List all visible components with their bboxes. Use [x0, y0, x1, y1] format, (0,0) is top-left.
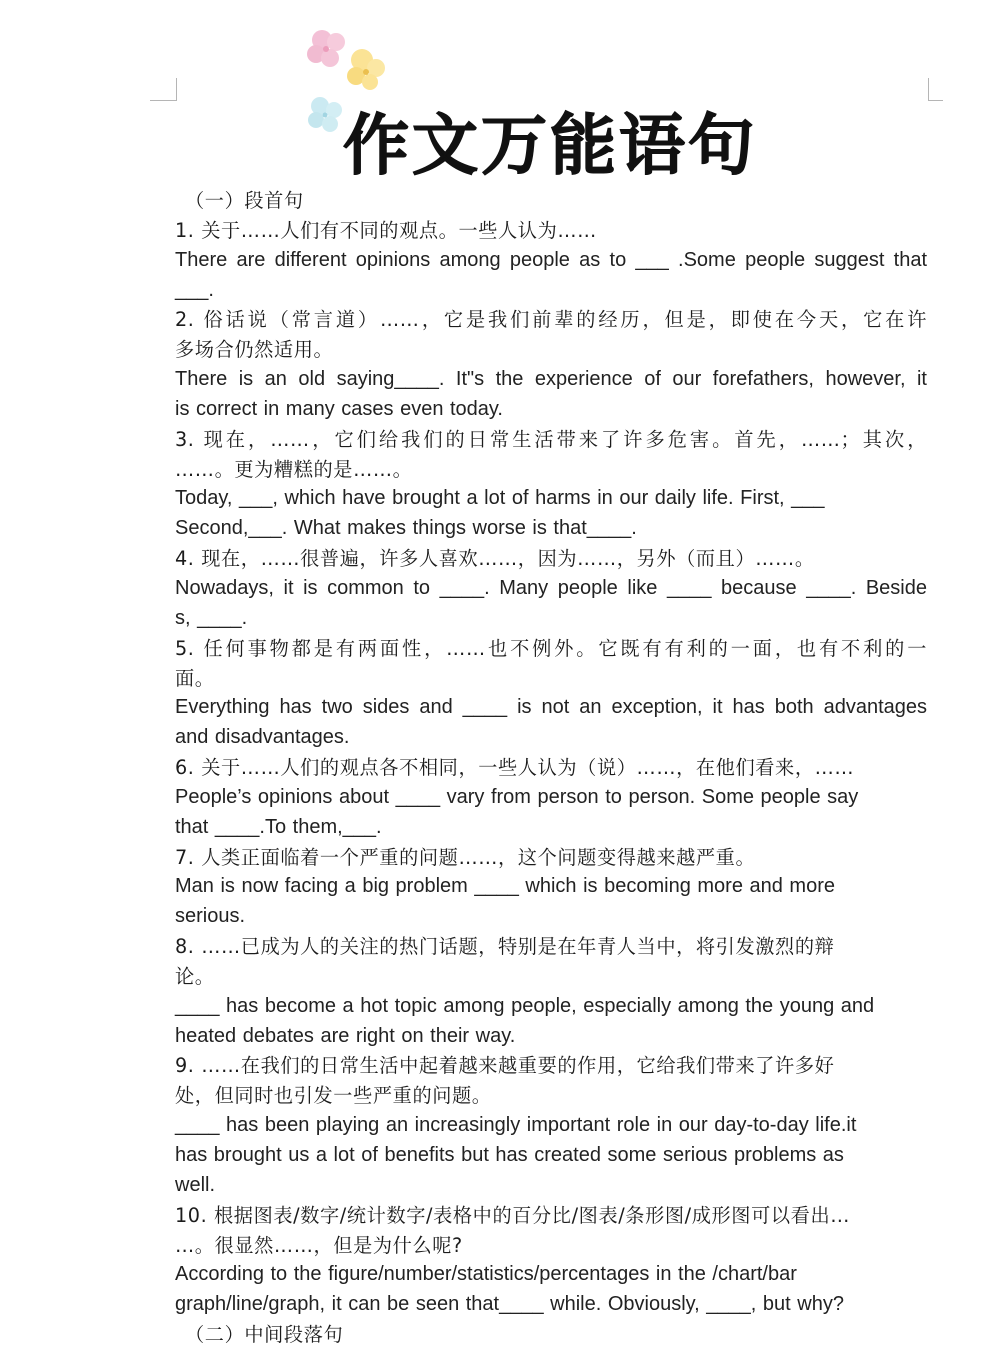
english-line: According to the figure/number/statistics/percentages in the /chart/bar	[175, 1263, 797, 1286]
chinese-line: 7. 人类正面临着一个严重的问题……，这个问题变得越来越严重。	[175, 845, 756, 869]
english-line: s, ____.	[175, 606, 248, 629]
chinese-line: 论。	[175, 964, 215, 988]
chinese-line: 9. ……在我们的日常生活中起着越来越重要的作用，它给我们带来了许多好	[175, 1054, 835, 1078]
chinese-line: 2. 俗话说（常言道）……，它是我们前辈的经历，但是，即使在今天，它在许	[175, 308, 927, 332]
crop-mark-left	[150, 78, 177, 101]
sentence-item-8	[175, 932, 927, 1051]
page-title: 作文万能语句	[343, 107, 757, 184]
english-line: Second,___. What makes things worse is that____.	[175, 517, 637, 540]
english-line: graph/line/graph, it can be seen that____ while. Obviously, ____, but why?	[175, 1293, 844, 1316]
section-heading-middle: （二）中间段落句	[185, 1323, 344, 1347]
english-line: is correct in many cases even today.	[175, 397, 503, 420]
sentence-item-7	[175, 843, 927, 933]
chinese-line: 多场合仍然适用。	[175, 338, 334, 362]
chinese-line: 3. 现在，……，它们给我们的日常生活带来了许多危害。首先，……；其次，	[175, 427, 927, 451]
english-line: Nowadays, it is common to ____. Many people like ____ because ____. Beside	[175, 576, 927, 599]
english-line: ____ has been playing an increasingly important role in our day-to-day life.it	[175, 1114, 857, 1137]
sentence-item-5	[175, 634, 927, 753]
english-line: Man is now facing a big problem ____ which is becoming more and more	[175, 875, 836, 898]
english-line: There are different opinions among people as to ___ .Some people suggest that	[175, 248, 927, 271]
english-line: Today, ___, which have brought a lot of harms in our daily life. First, ___	[175, 487, 825, 510]
english-line: ____ has become a hot topic among people, especially among the young and	[175, 994, 875, 1017]
english-line: People’s opinions about ____ vary from person to person. Some people say	[175, 785, 859, 808]
sentence-item-4	[175, 544, 927, 634]
sentence-item-2	[175, 305, 927, 424]
sentence-item-3	[175, 425, 927, 544]
chinese-line: 1. 关于……人们有不同的观点。一些人认为……	[175, 218, 597, 242]
english-line: Everything has two sides and ____ is not an exception, it has both advantages	[175, 696, 927, 719]
english-line: that ____.To them,___.	[175, 815, 382, 838]
sentence-item-1	[175, 216, 927, 306]
english-line: There is an old saying____. It"s the experience of our forefathers, however, it	[175, 368, 927, 391]
crop-mark-right	[928, 78, 943, 101]
english-line: serious.	[175, 905, 246, 928]
english-line: ___.	[175, 278, 214, 301]
english-line: and disadvantages.	[175, 726, 350, 749]
chinese-line: 面。	[175, 666, 215, 690]
english-line: has brought us a lot of benefits but has created some serious problems as	[175, 1144, 844, 1166]
chinese-line: 10. 根据图表/数字/统计数字/表格中的百分比/图表/条形图/成形图可以看出…	[175, 1203, 851, 1227]
sentence-item-6	[175, 753, 927, 843]
english-line: heated debates are right on their way.	[175, 1024, 516, 1047]
chinese-line: 4. 现在，……很普遍，许多人喜欢……，因为……，另外（而且）……。	[175, 547, 815, 571]
document-body	[175, 186, 927, 1350]
english-line: well.	[175, 1173, 216, 1196]
sentence-item-9	[175, 1051, 927, 1200]
chinese-line: …。很显然……，但是为什么呢?	[175, 1233, 463, 1257]
chinese-line: 8. ……已成为人的关注的热门话题，特别是在年青人当中，将引发激烈的辩	[175, 935, 835, 959]
chinese-line: 处，但同时也引发一些严重的问题。	[175, 1084, 492, 1108]
chinese-line: ……。更为糟糕的是……。	[175, 457, 413, 481]
chinese-line: 6. 关于……人们的观点各不相同，一些人认为（说）……，在他们看来，……	[175, 756, 855, 780]
sentence-item-10	[175, 1201, 927, 1320]
section-heading-opening: （一）段首句	[185, 189, 304, 212]
chinese-line: 5. 任何事物都是有两面性，……也不例外。它既有有利的一面，也有不利的一	[175, 636, 927, 660]
